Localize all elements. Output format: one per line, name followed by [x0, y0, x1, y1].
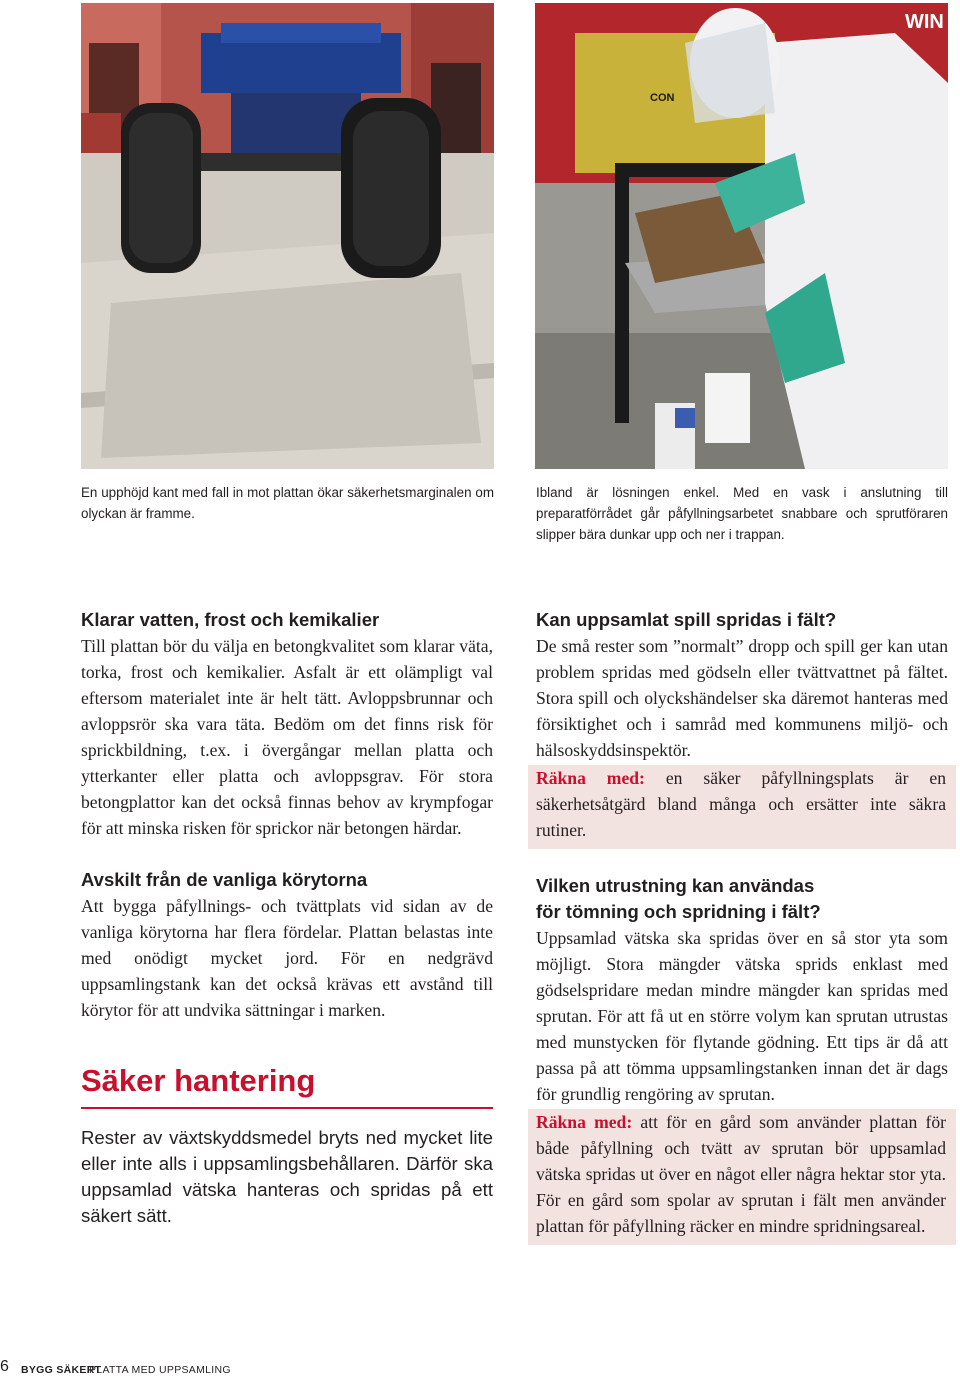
right-photo-box-label: CON [650, 92, 675, 104]
footer-series: BYGG SÄKERT [21, 1364, 102, 1376]
lead-paragraph: Rester av växtskyddsmedel bryts ned mycket lite eller inte alls i uppsamlingsbehållaren. Därför ska uppsamlad vätska hanteras och spridas på ett säkert sätt. [81, 1127, 493, 1226]
right-column [536, 607, 948, 1245]
highlight-label-2: Räkna med: [536, 1112, 633, 1132]
highlight-label-1: Räkna med: [536, 768, 645, 788]
highlight-box-1 [528, 765, 956, 849]
section-text-frost: Till plattan bör du välja en betongkvalitet som klarar väta, torka, frost och kemikalier. Asfalt är ett olämpligt val eftersom materialet inte är helt tätt. Avloppsbrunnar och avloppsrör ska vara täta. Bedöm om det finns risk för sprickbildning, t.ex. i övergångar mellan platta och ytterkanter eller platta och avloppsgrav. För stora betongplattor kan det också finnas behov av krympfogar för att minska risken för sprickor när betongen härdar. [81, 636, 493, 838]
highlight-box-2 [528, 1109, 956, 1245]
section-text-spill: De små rester som ”normalt” dropp och spill ger kan utan problem spridas med gödseln eller tvättvattnet på fältet. Stora spill och olyckshändelser ska däremot hanteras med försiktighet och i samråd med kommunens miljö- och hälsoskyddsinspektör. [536, 636, 948, 760]
footer-title: PLATTA MED UPPSAMLING [89, 1364, 231, 1376]
section-heading-equipment-2: för tömning och spridning i fält? [536, 901, 821, 922]
left-photo-caption: En upphöjd kant med fall in mot plattan ökar säkerhetsmarginalen om olyckan är framme. [81, 485, 494, 521]
sink-illustration [535, 3, 948, 469]
highlight-text-2: att för en gård som använder plattan för både påfyllning och tvätt av sprutan bör uppsamlad vätska spridas ut över en något eller några hektar stor yta. För en gård som spolar av sprutan i fält men använder plattan för påfyllning räcker en mindre spridningsareal. [536, 1112, 946, 1236]
section-heading-separate: Avskilt från de vanliga körytorna [81, 869, 368, 890]
tractor-illustration [81, 3, 494, 469]
section-heading-equipment-1: Vilken utrustning kan användas [536, 875, 815, 896]
right-photo-sign: WIN [905, 11, 944, 33]
section-heading-frost: Klarar vatten, frost och kemikalier [81, 609, 380, 630]
right-photo-caption: Ibland är lösningen enkel. Med en vask i anslutning till preparatförrådet går påfyllningsarbetet snabbare och sprutföraren slipper bära dunkar upp och ner i trappan. [536, 485, 948, 542]
section-title-block [81, 1061, 493, 1109]
page-number: 6 [0, 1358, 9, 1375]
sink-photo [535, 3, 948, 469]
section-heading-spill: Kan uppsamlat spill spridas i fält? [536, 609, 837, 630]
left-column [81, 607, 493, 1229]
highlight-text-1: en säker påfyllningsplats är en säkerhetsåtgärd bland många och ersätter inte säkra rutiner. [536, 768, 946, 840]
section-text-equipment: Uppsamlad vätska ska spridas över en så stor yta som möjligt. Stora mängder vätska sprids enklast med gödselspridare medan mindre mängder kan spridas med sprutan. För att få ut en större volym kan sprutan utrustas med munstycken för flytande gödning. Ett tips är då att passa på att tömma uppsamlingstanken innan det är dags för grundlig rengöring av sprutan. [536, 928, 948, 1104]
tractor-photo [81, 3, 494, 469]
section-title: Säker hantering [81, 1063, 316, 1098]
section-text-separate: Att bygga påfyllnings- och tvättplats vid sidan av de vanliga körytorna har flera fördelar. Plattan belastas inte med onödigt mycket jord. För en nedgrävd uppsamlingstank kan det också krävas ett avstånd till körytor för att undvika sättningar i marken. [81, 896, 493, 1020]
title-rule [81, 1107, 493, 1109]
